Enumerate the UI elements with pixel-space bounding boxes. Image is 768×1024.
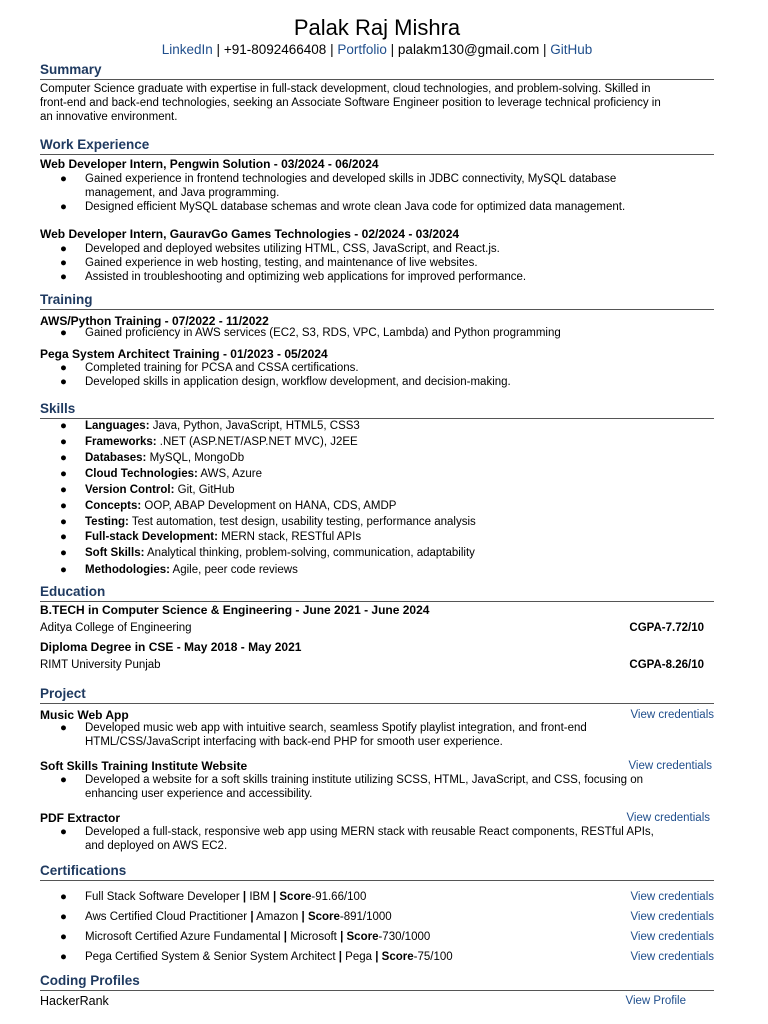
skill-item: ● Testing: Test automation, test design, usability testing, performance analysis	[60, 516, 476, 528]
skill-item: ● Concepts: OOP, ABAP Development on HANA, CDS, AMDP	[60, 500, 397, 512]
bullet-icon: ●	[60, 564, 67, 576]
summary-line: an innovative environment.	[40, 111, 178, 123]
list-item: ● Developed music web app with intuitive search, seamless Spotify playlist integration, and front-end	[60, 722, 587, 734]
skill-item: ● Databases: MySQL, MongoDb	[60, 452, 245, 464]
project-credentials-link[interactable]: View credentials	[630, 709, 714, 721]
list-item: ● Completed training for PCSA and CSSA certifications.	[60, 362, 359, 374]
project-credentials-link[interactable]: View credentials	[626, 812, 710, 824]
list-item: ● Developed skills in application design, workflow development, and decision-making.	[60, 376, 511, 388]
skill-item: ● Soft Skills: Analytical thinking, problem-solving, communication, adaptability	[60, 547, 475, 559]
bullet-icon: ●	[60, 362, 67, 374]
section-heading-education: Education	[40, 584, 714, 602]
certification-credentials-link[interactable]: View credentials	[630, 931, 714, 943]
candidate-name: Palak Raj Mishra	[293, 15, 461, 40]
bullet-icon: ●	[60, 436, 67, 448]
list-item: ● Developed a full-stack, responsive web app using MERN stack with reusable React components, RESTful APIs,	[60, 826, 654, 838]
bullet-icon: ●	[60, 547, 67, 559]
summary-line: front-end and back-end technologies, seeking an Associate Software Engineer position to leverage technical proficiency in	[40, 97, 661, 109]
bullet-icon: ●	[60, 951, 67, 963]
phone-number: +91-8092466408	[223, 42, 327, 57]
bullet-icon: ●	[60, 516, 67, 528]
section-heading-project: Project	[40, 686, 714, 704]
skill-item: ● Cloud Technologies: AWS, Azure	[60, 468, 263, 480]
skill-item: ● Languages: Java, Python, JavaScript, HTML5, CSS3	[60, 420, 360, 432]
list-item: ● Gained proficiency in AWS services (EC2, S3, RDS, VPC, Lambda) and Python programming	[60, 327, 561, 339]
github-link[interactable]: GitHub	[550, 42, 593, 57]
training-heading: Pega System Architect Training - 01/2023 - 05/2024	[40, 347, 328, 361]
resume-page	[40, 0, 714, 1024]
bullet-icon: ●	[60, 173, 67, 185]
certification-item: ● Aws Certified Cloud Practitioner | Amazon | Score-891/1000	[60, 911, 392, 923]
list-item-continued: enhancing user experience and accessibility.	[85, 788, 313, 800]
email-address[interactable]: palakm130@gmail.com	[397, 42, 540, 57]
degree-heading: Diploma Degree in CSE - May 2018 - May 2021	[40, 640, 302, 654]
bullet-icon: ●	[60, 201, 67, 213]
portfolio-link[interactable]: Portfolio	[337, 42, 387, 57]
section-heading-certifications: Certifications	[40, 863, 714, 881]
grade: CGPA-8.26/10	[629, 659, 704, 671]
project-name: Music Web App	[40, 708, 129, 722]
project-credentials-link[interactable]: View credentials	[628, 760, 712, 772]
skill-item: ● Methodologies: Agile, peer code reviews	[60, 564, 298, 576]
certification-item: ● Full Stack Software Developer | IBM | Score-91.66/100	[60, 891, 367, 903]
bullet-icon: ●	[60, 500, 67, 512]
skill-item: ● Version Control: Git, GitHub	[60, 484, 235, 496]
bullet-icon: ●	[60, 722, 67, 734]
bullet-icon: ●	[60, 891, 67, 903]
project-name: Soft Skills Training Institute Website	[40, 759, 248, 773]
grade: CGPA-7.72/10	[629, 622, 704, 634]
certification-credentials-link[interactable]: View credentials	[630, 911, 714, 923]
list-item: ● Developed a website for a soft skills training institute utilizing SCSS, HTML, JavaScript, and CSS, focusing on	[60, 774, 644, 786]
certification-item: ● Microsoft Certified Azure Fundamental | Microsoft | Score-730/1000	[60, 931, 431, 943]
degree-heading: B.TECH in Computer Science & Engineering - June 2021 - June 2024	[40, 603, 430, 617]
certification-credentials-link[interactable]: View credentials	[630, 891, 714, 903]
certification-item: ● Pega Certified System & Senior System Architect | Pega | Score-75/100	[60, 951, 453, 963]
project-name: PDF Extractor	[40, 811, 121, 825]
bullet-icon: ●	[60, 452, 67, 464]
list-item: ● Gained experience in web hosting, testing, and maintenance of live websites.	[60, 257, 478, 269]
section-heading-coding-profiles: Coding Profiles	[40, 973, 714, 991]
summary-line: Computer Science graduate with expertise in full-stack development, cloud technologies, and problem-solving. Skilled in	[40, 83, 651, 95]
section-heading-work: Work Experience	[40, 137, 714, 155]
list-item: ● Assisted in troubleshooting and optimizing web applications for improved performance.	[60, 271, 527, 283]
bullet-icon: ●	[60, 531, 67, 543]
coding-profile-name: HackerRank	[40, 994, 109, 1008]
training-heading: AWS/Python Training - 07/2022 - 11/2022	[40, 314, 269, 328]
section-heading-summary: Summary	[40, 62, 714, 80]
bullet-icon: ●	[60, 327, 67, 339]
school-name: Aditya College of Engineering	[40, 622, 192, 634]
bullet-icon: ●	[60, 257, 67, 269]
bullet-icon: ●	[60, 376, 67, 388]
school-name: RIMT University Punjab	[40, 659, 161, 671]
bullet-icon: ●	[60, 931, 67, 943]
bullet-icon: ●	[60, 826, 67, 838]
job-heading: Web Developer Intern, Pengwin Solution - 03/2024 - 06/2024	[40, 157, 379, 171]
list-item-continued: HTML/CSS/JavaScript interfacing with back-end PHP for smooth user experience.	[85, 736, 503, 748]
section-heading-training: Training	[40, 292, 714, 310]
bullet-icon: ●	[60, 243, 67, 255]
bullet-icon: ●	[60, 271, 67, 283]
list-item: ● Designed efficient MySQL database schemas and wrote clean Java code for optimized data management.	[60, 201, 626, 213]
bullet-icon: ●	[60, 420, 67, 432]
bullet-icon: ●	[60, 468, 67, 480]
view-profile-link[interactable]: View Profile	[625, 995, 686, 1007]
list-item: ● Gained experience in frontend technologies and developed skills in JDBC connectivity, MySQL database	[60, 173, 617, 185]
bullet-icon: ●	[60, 484, 67, 496]
section-heading-skills: Skills	[40, 401, 714, 419]
list-item-continued: management, and Java programming.	[85, 187, 280, 199]
skill-item: ● Full-stack Development: MERN stack, RESTful APIs	[60, 531, 362, 543]
bullet-icon: ●	[60, 911, 67, 923]
bullet-icon: ●	[60, 774, 67, 786]
linkedin-link[interactable]: LinkedIn	[161, 42, 213, 57]
list-item: ● Developed and deployed websites utilizing HTML, CSS, JavaScript, and React.js.	[60, 243, 500, 255]
job-heading: Web Developer Intern, GauravGo Games Technologies - 02/2024 - 03/2024	[40, 227, 460, 241]
skill-item: ● Frameworks: .NET (ASP.NET/ASP.NET MVC), J2EE	[60, 436, 358, 448]
list-item-continued: and deployed on AWS EC2.	[85, 840, 228, 852]
certification-credentials-link[interactable]: View credentials	[630, 951, 714, 963]
contact-line: LinkedIn | +91-8092466408 | Portfolio | palakm130@gmail.com | GitHub	[161, 42, 593, 57]
